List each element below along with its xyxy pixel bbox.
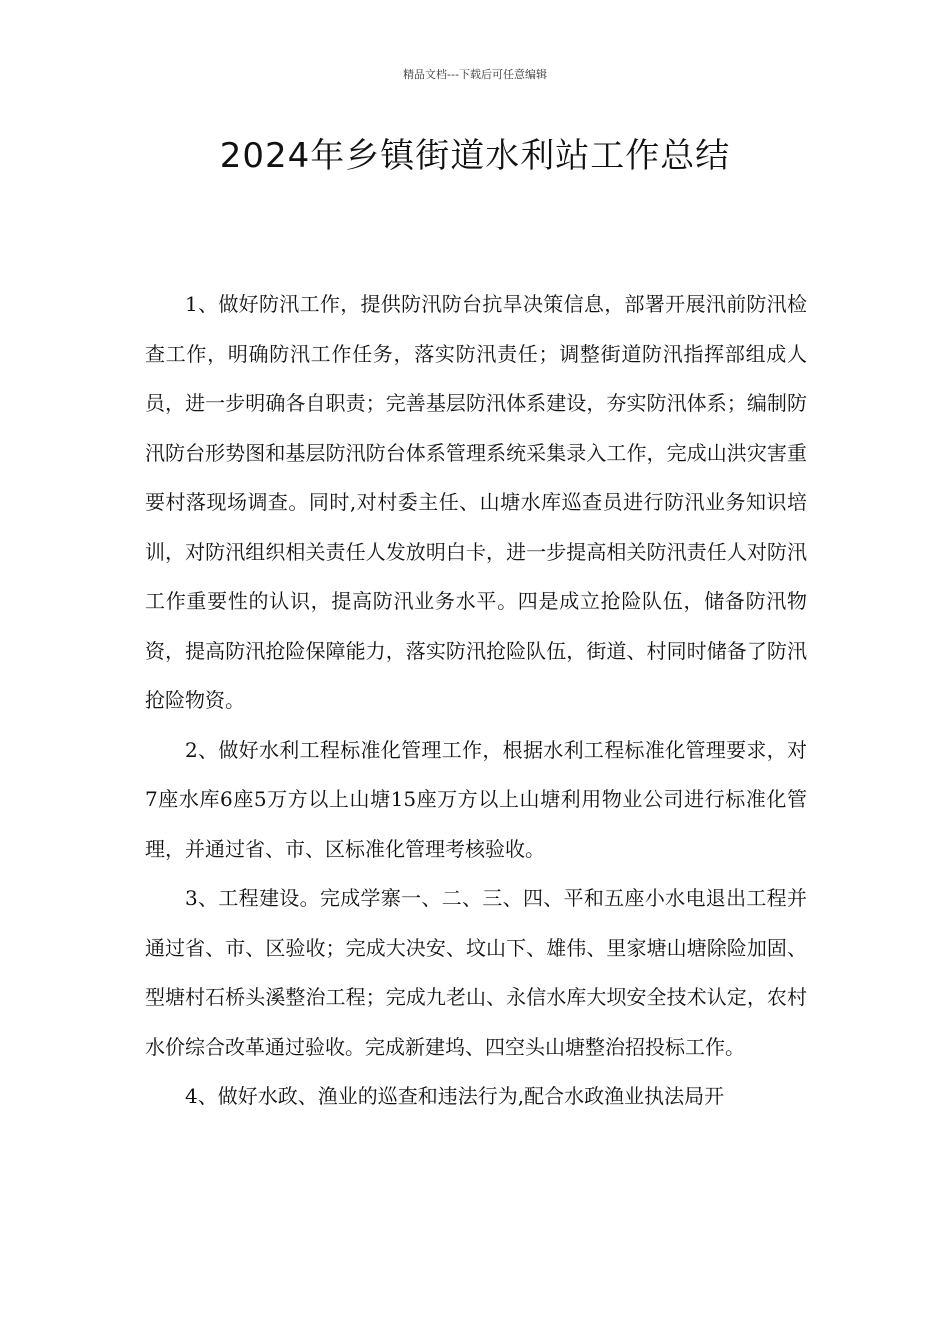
document-body bbox=[145, 280, 807, 1122]
header-note: 精品文档---下载后可任意编辑 bbox=[403, 68, 547, 81]
document-title: 2024年乡镇街道水利站工作总结 bbox=[219, 136, 731, 176]
paragraph-3: 3、工程建设。完成学寨一、二、三、四、平和五座小水电退出工程并通过省、市、区验收；完成大决安、坟山下、雄伟、里家塘山塘除险加固、型塘村石桥头溪整治工程；完成九老山、永信水库大坝安全技术认定，农村水价综合改革通过验收。完成新建坞、四空头山塘整治招投标工作。 bbox=[145, 886, 807, 1059]
paragraph-1: 1、做好防汛工作，提供防汛防台抗旱决策信息，部署开展汛前防汛检查工作，明确防汛工作任务，落实防汛责任；调整街道防汛指挥部组成人员，进一步明确各自职责；完善基层防汛体系建设，夯实防汛体系；编制防汛防台形势图和基层防汛防台体系管理系统采集录入工作，完成山洪灾害重要村落现场调查。同时,对村委主任、山塘水库巡查员进行防汛业务知识培训，对防汛组织相关责任人发放明白卡，进一步提高相关防汛责任人对防汛工作重要性的认识，提高防汛业务水平。四是成立抢险队伍，储备防汛物资，提高防汛抢险保障能力，落实防汛抢险队伍，街道、村同时储备了防汛抢险物资。 bbox=[145, 292, 807, 712]
paragraph-2: 2、做好水利工程标准化管理工作，根据水利工程标准化管理要求，对7座水库6座5万方以上山塘15座万方以上山塘利用物业公司进行标准化管理，并通过省、市、区标准化管理考核验收。 bbox=[145, 737, 807, 861]
paragraph-4: 4、做好水政、渔业的巡查和违法行为,配合水政渔业执法局开 bbox=[185, 1084, 725, 1108]
